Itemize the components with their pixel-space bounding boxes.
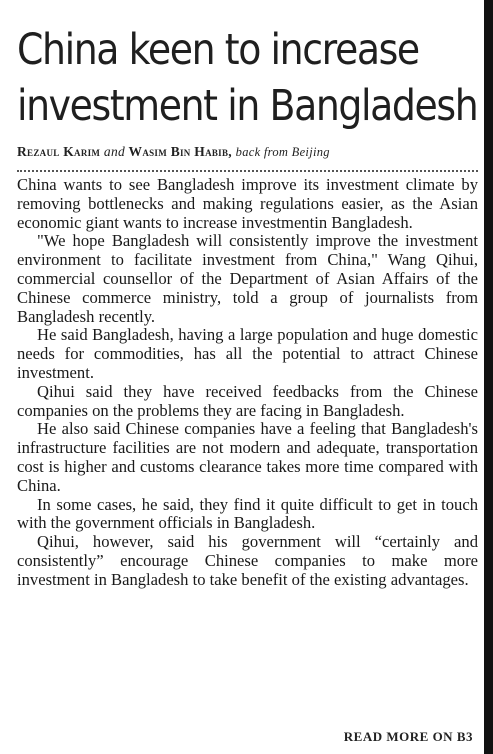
- paragraph-2: "We hope Bangladesh will consistently improve the investment environment to facilitate investment from China," Wang Qihui, commercial counsellor of the Department of Asian Affairs of the Chinese commerce ministry, told a group of journalists from Bangladesh recently.: [17, 231, 478, 326]
- byline-author-2: Wasim Bin Habib,: [128, 144, 232, 159]
- headline: [17, 22, 483, 134]
- byline-conjunction: and: [103, 144, 126, 159]
- paragraph-3: He said Bangladesh, having a large population and huge domestic needs for commodities, has all the potential to attract Chinese investment.: [17, 325, 478, 382]
- column-rule: [484, 0, 493, 754]
- article-body: [17, 176, 478, 590]
- paragraph-5: He also said Chinese companies have a feeling that Bangladesh's infrastructure facilities are not modern and adequate, transportation cost is higher and customs clearance takes more time compared with China.: [17, 419, 478, 495]
- separator-rule: [17, 170, 478, 172]
- headline-line-1: China keen to increase: [17, 25, 419, 75]
- paragraph-4: Qihui said they have received feedbacks from the Chinese companies on the problems they are facing in Bangladesh.: [17, 381, 478, 420]
- headline-line-2: investment in Bangladesh: [17, 81, 478, 131]
- byline-author-1: Rezaul Karim: [17, 144, 101, 159]
- article: [17, 22, 478, 590]
- byline: [17, 144, 478, 160]
- read-more-link[interactable]: READ MORE ON B3: [343, 729, 473, 744]
- paragraph-6: In some cases, he said, they find it quite difficult to get in touch with the government officials in Bangladesh.: [17, 494, 478, 533]
- paragraph-1: China wants to see Bangladesh improve its investment climate by removing bottlenecks and making regulations easier, as the Asian economic giant wants to increase investmentin Bangladesh.: [17, 175, 478, 232]
- paragraph-7: Qihui, however, said his government will “certainly and consistently” encourage Chinese companies to make more investment in Bangladesh to take benefit of the existing advantages.: [17, 532, 478, 589]
- byline-dateline: back from Beijing: [235, 145, 330, 159]
